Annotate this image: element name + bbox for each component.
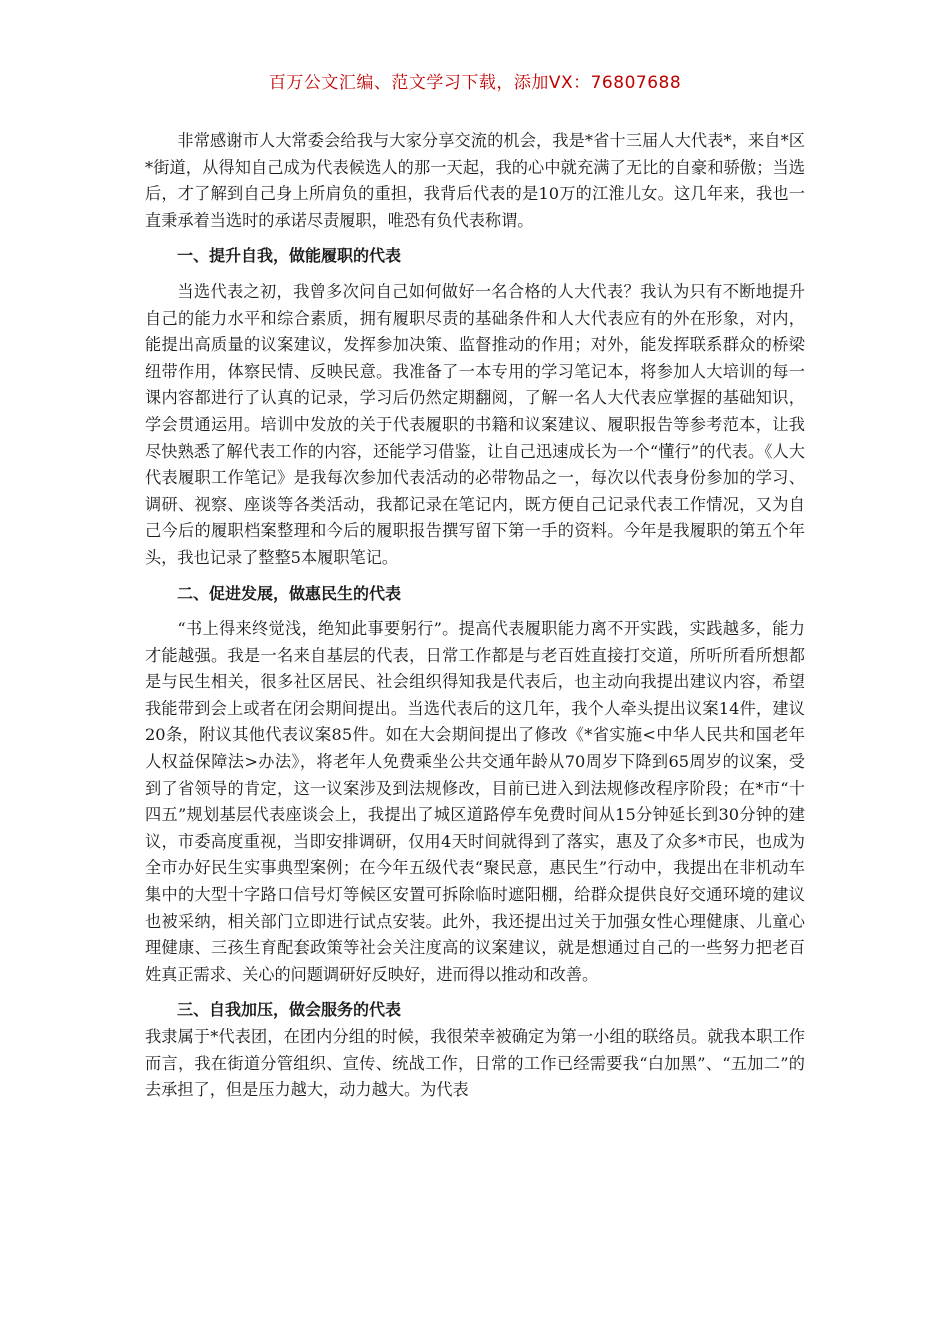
section1-paragraph: 当选代表之初，我曾多次问自己如何做好一名合格的人大代表？我认为只有不断地提升自己的能力水平和综合素质，拥有履职尽责的基础条件和人大代表应有的外在形象，对内，能提出高质量的议案建议，发挥参加决策、监督推动的作用；对外，能发挥联系群众的桥梁纽带作用，体察民情、反映民意。我准备了一本专用的学习笔记本，将参加人大培训的每一课内容都进行了认真的记录，学习后仍然定期翻阅，了解一名人大代表应掌握的基础知识，学会贯通运用。培训中发放的关于代表履职的书籍和议案建议、履职报告等参考范本，让我尽快熟悉了解代表工作的内容，还能学习借鉴，让自己迅速成长为一个“懂行”的代表。《人大代表履职工作笔记》是我每次参加代表活动的必带物品之一，每次以代表身份参加的学习、调研、视察、座谈等各类活动，我都记录在笔记内，既方便自己记录代表工作情况，又为自己今后的履职档案整理和今后的履职报告撰写留下第一手的资料。今年是我履职的第五个年头，我也记录了整整5本履职笔记。 [145, 281, 805, 567]
document-body [145, 128, 805, 1104]
header-banner: 百万公文汇编、范文学习下载，添加VX：76807688 [268, 73, 682, 93]
section2-heading: 二、促进发展，做惠民生的代表 [177, 583, 402, 603]
section3-paragraph: 我隶属于*代表团，在团内分组的时候，我很荣幸被确定为第一小组的联络员。就我本职工作而言，我在街道分管组织、宣传、统战工作，日常的工作已经需要我“白加黑”、“五加二”的去承担了，但是压力越大，动力越大。为代表 [145, 1027, 805, 1100]
section1-heading: 一、提升自我，做能履职的代表 [177, 246, 402, 266]
section3-heading: 三、自我加压，做会服务的代表 [177, 1000, 402, 1020]
section2-paragraph: “书上得来终觉浅，绝知此事要躬行”。提高代表履职能力离不开实践，实践越多，能力才能越强。我是一名来自基层的代表，日常工作都是与老百姓直接打交道，所听所看所想都是与民生相关，很多社区居民、社会组织得知我是代表后，也主动向我提出建议内容，希望我能带到会上或者在闭会期间提出。当选代表后的这几年，我个人牵头提出议案14件，建议20条，附议其他代表议案85件。如在大会期间提出了修改《*省实施<中华人民共和国老年人权益保障法>办法》，将老年人免费乘坐公共交通年龄从70周岁下降到65周岁的议案，受到了省领导的肯定，这一议案涉及到法规修改，目前已进入到法规修改程序阶段；在*市“十四五”规划基层代表座谈会上，我提出了城区道路停车免费时间从15分钟延长到30分钟的建议，市委高度重视，当即安排调研，仅用4天时间就得到了落实，惠及了众多*市民，也成为全市办好民生实事典型案例；在今年五级代表“聚民意，惠民生”行动中，我提出在非机动车集中的大型十字路口信号灯等候区安置可拆除临时遮阳棚，给群众提供良好交通环境的建议也被采纳，相关部门立即进行试点安装。此外，我还提出过关于加强女性心理健康、儿童心理健康、三孩生育配套政策等社会关注度高的议案建议，就是想通过自己的一些努力把老百姓真正需求、关心的问题调研好反映好，进而得以推动和改善。 [145, 619, 805, 984]
intro-paragraph: 非常感谢市人大常委会给我与大家分享交流的机会，我是*省十三届人大代表*，来自*区*街道，从得知自己成为代表候选人的那一天起，我的心中就充满了无比的自豪和骄傲；当选后，才了解到自己身上所肩负的重担，我背后代表的是10万的江淮儿女。这几年来，我也一直秉承着当选时的承诺尽责履职，唯恐有负代表称谓。 [145, 131, 805, 230]
